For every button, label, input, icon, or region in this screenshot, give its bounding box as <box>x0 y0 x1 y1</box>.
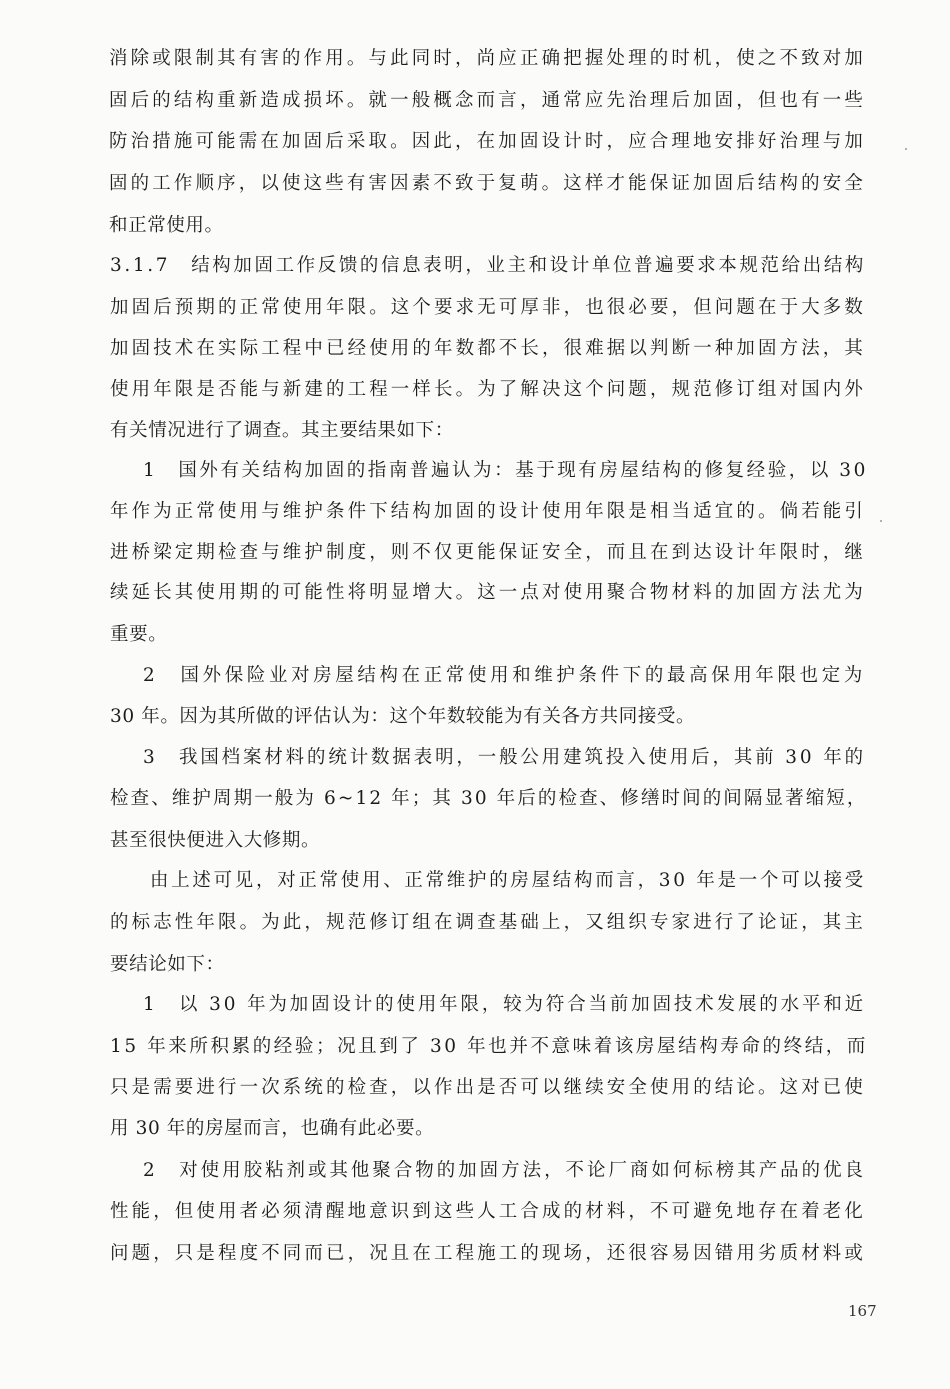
text-line-content: 防治措施可能需在加固后采取。因此，在加固设计时，应合理地安排好治理与加 <box>109 131 866 152</box>
text-line-content: 续延长其使用期的可能性将明显增大。这一点对使用聚合物材料的加固方法尤为 <box>110 582 866 603</box>
text-line-content: 15 年来所积累的经验；况且到了 30 年也并不意味着该房屋结构寿命的终结，而 <box>110 1036 868 1057</box>
text-line-content: 使用年限是否能与新建的工程一样长。为了解决这个问题，规范修订组对国内外 <box>110 379 866 400</box>
text-line <box>0 820 950 861</box>
text-line <box>0 1026 950 1067</box>
text-line <box>0 369 950 410</box>
text-line-content: 和正常使用。 <box>109 215 224 236</box>
text-line <box>0 1067 950 1108</box>
text-line-content: 检查、维护周期一般为 6~12 年；其 30 年后的检查、修缮时间的间隔显著缩短， <box>110 788 868 809</box>
text-line-content: 1 国外有关结构加固的指南普遍认为：基于现有房屋结构的修复经验，以 30 <box>143 460 868 481</box>
text-line <box>0 205 950 246</box>
text-line <box>0 410 950 451</box>
text-line <box>0 287 950 328</box>
text-line-content: 消除或限制其有害的作用。与此同时，尚应正确把握处理的时机，使之不致对加 <box>109 48 866 69</box>
text-line-content: 3 我国档案材料的统计数据表明，一般公用建筑投入使用后，其前 30 年的 <box>143 747 866 768</box>
text-line <box>0 984 950 1025</box>
text-line <box>0 163 950 204</box>
text-line <box>0 1233 950 1274</box>
text-line-content: 甚至很快便进入大修期。 <box>110 830 321 851</box>
text-line-content: 固后的结构重新造成损坏。就一般概念而言，通常应先治理后加固，但也有一些 <box>109 90 866 111</box>
text-line-content: 加固技术在实际工程中已经使用的年数都不长，很难据以判断一种加固方法，其 <box>110 338 866 359</box>
text-line-content: 1 以 30 年为加固设计的使用年限，较为符合当前加固技术发展的水平和近 <box>143 994 866 1015</box>
text-line <box>0 655 950 696</box>
text-line <box>0 80 950 121</box>
text-line <box>0 860 950 901</box>
text-line <box>0 532 950 573</box>
text-line <box>0 1108 950 1149</box>
text-line <box>0 902 950 943</box>
text-line-content: 2 对使用胶粘剂或其他聚合物的加固方法，不论厂商如何标榜其产品的优良 <box>143 1160 866 1181</box>
text-line-content: 重要。 <box>110 624 168 645</box>
page-number: 167 <box>848 1302 877 1320</box>
text-line-content: 只是需要进行一次系统的检查，以作出是否可以继续安全使用的结论。这对已使 <box>110 1077 866 1098</box>
text-line <box>0 491 950 532</box>
text-line <box>0 944 950 985</box>
text-line <box>0 328 950 369</box>
text-line-content: 有关情况进行了调查。其主要结果如下： <box>110 420 454 441</box>
text-line <box>0 121 950 162</box>
text-line <box>0 737 950 778</box>
text-line <box>0 572 950 613</box>
text-line-content: 30 年。因为其所做的评估认为：这个年数较能为有关各方共同接受。 <box>110 706 696 727</box>
text-line <box>0 1150 950 1191</box>
text-line <box>0 450 950 491</box>
text-line <box>0 245 950 286</box>
scan-speck <box>880 520 882 522</box>
text-line-content: 由上述可见，对正常使用、正常维护的房屋结构而言，30 年是一个可以接受 <box>150 870 866 891</box>
text-line-content: 2 国外保险业对房屋结构在正常使用和维护条件下的最高保用年限也定为 <box>143 665 866 686</box>
text-line-content: 进桥梁定期检查与维护制度，则不仅更能保证安全，而且在到达设计年限时，继 <box>110 542 866 563</box>
text-line-content: 问题，只是程度不同而已，况且在工程施工的现场，还很容易因错用劣质材料或 <box>110 1243 866 1264</box>
text-line-content: 性能，但使用者必须清醒地意识到这些人工合成的材料，不可避免地存在着老化 <box>110 1201 866 1222</box>
text-line-content: 加固后预期的正常使用年限。这个要求无可厚非，也很必要，但问题在于大多数 <box>110 297 866 318</box>
text-line <box>0 614 950 655</box>
text-line-content: 用 30 年的房屋而言，也确有此必要。 <box>110 1118 435 1139</box>
text-line-content: 固的工作顺序，以使这些有害因素不致于复萌。这样才能保证加固后结构的安全 <box>109 173 866 194</box>
scan-speck <box>905 148 907 150</box>
text-line <box>0 696 950 737</box>
text-line-content: 3.1.7 结构加固工作反馈的信息表明，业主和设计单位普遍要求本规范给出结构 <box>110 255 866 276</box>
text-line <box>0 778 950 819</box>
text-line-content: 的标志性年限。为此，规范修订组在调查基础上，又组织专家进行了论证，其主 <box>110 912 866 933</box>
text-line-content: 年作为正常使用与维护条件下结构加固的设计使用年限是相当适宜的。倘若能引 <box>110 501 866 522</box>
text-line <box>0 38 950 79</box>
text-line <box>0 1191 950 1232</box>
text-line-content: 要结论如下： <box>110 954 225 975</box>
